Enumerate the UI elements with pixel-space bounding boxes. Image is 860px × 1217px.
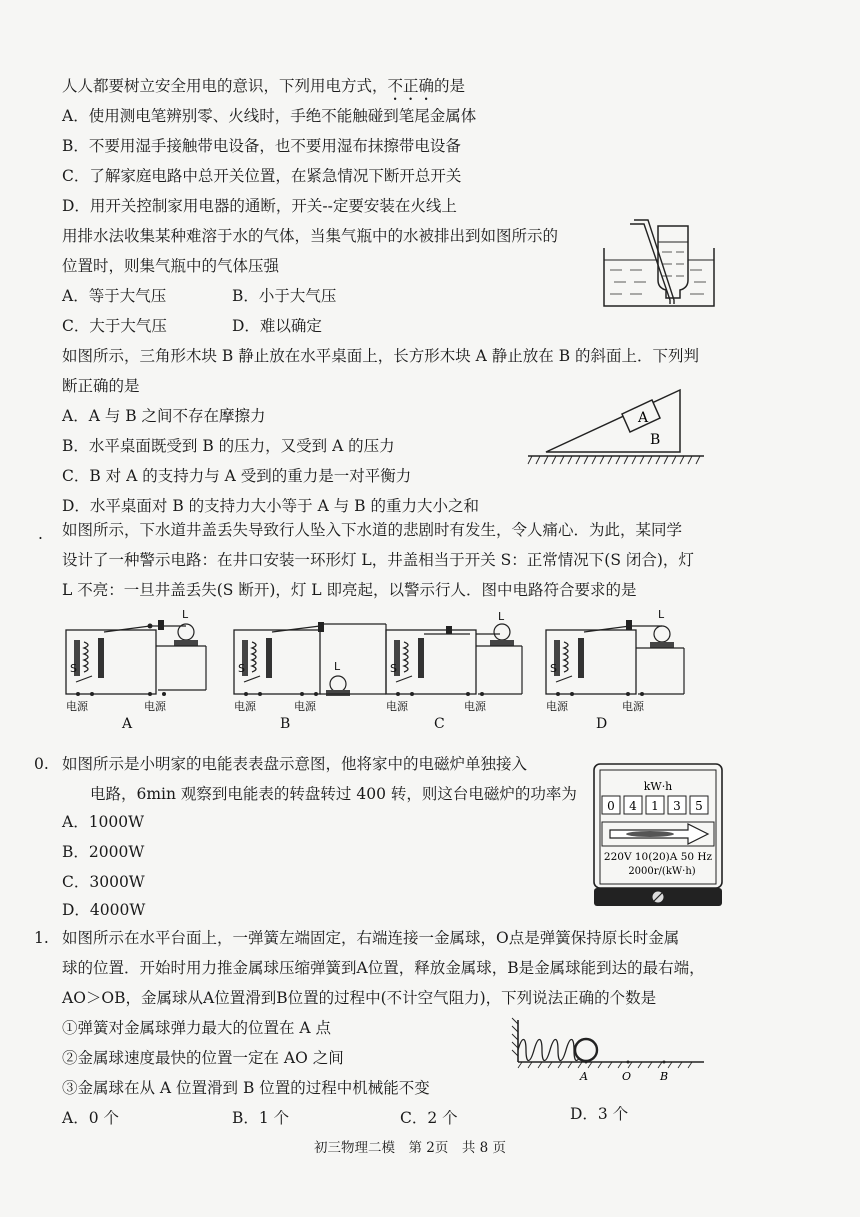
circuit-diagram-b [234, 622, 386, 732]
meter-digit-1: 0 [607, 799, 615, 813]
meter-rating: 220V 10(20)A 50 Hz [603, 851, 713, 863]
incline-diagram [528, 384, 708, 470]
circuit-diagram-c [386, 610, 522, 732]
page-footer: 初三物理二模 第 2页 共 8 页 [314, 1140, 507, 1156]
circuit-a-source-1: 电源 [66, 700, 88, 713]
gas-question-stem-2: 位置时，则集气瓶中的气体压强 [62, 257, 280, 275]
meter-question-stem-2: 电路，6min 观察到电能表的转盘转过 400 转，则这台电磁炉的功率为 [90, 785, 577, 803]
block-question-stem-1: 如图所示，三角形木块 B 静止放在水平桌面上，长方形木块 A 静止放在 B 的斜面上．下列判 [62, 347, 700, 365]
spring-question-stem-2: 球的位置．开始时用力推金属球压缩弹簧到A位置，释放金属球，B是金属球能到达的最右端， [62, 959, 705, 977]
spring-statement-1: ①弹簧对金属球弹力最大的位置在 A 点 [62, 1019, 332, 1037]
circuit-a-letter: A [122, 716, 133, 732]
meter-digit-4: 3 [673, 799, 681, 813]
spring-statement-2: ②金属球速度最快的位置一定在 AO 之间 [62, 1049, 344, 1067]
meter-unit: kW·h [643, 780, 673, 793]
circuit-d-source-1: 电源 [546, 700, 568, 713]
emphasis-text: 不正确 [387, 77, 435, 95]
meter-option-d: D．4000W [62, 901, 146, 919]
spring-option-b: B．1 个 [232, 1109, 290, 1127]
safety-option-a: A．使用测电笔辨别零、火线时，手绝不能触碰到笔尾金属体 [62, 107, 477, 125]
block-a-label: A [638, 410, 649, 426]
spring-question-stem-1: 如图所示在水平台面上，一弹簧左端固定，右端连接一金属球，O点是弹簧保持原长时金属 [62, 929, 680, 947]
circuit-c-source-2: 电源 [464, 700, 486, 713]
meter-revolutions: 2000r/(kW·h) [628, 866, 696, 877]
circuit-question-stem-3: L 不亮：一旦井盖丢失(S 断开)，灯 L 即亮起，以警示行人．图中电路符合要求的是 [62, 581, 637, 599]
circuit-a-lamp-label: L [182, 608, 189, 621]
block-option-b: B．水平桌面既受到 B 的压力，又受到 A 的压力 [62, 437, 395, 455]
circuit-question-number: . [38, 525, 43, 543]
block-question-stem-2: 断正确的是 [62, 377, 140, 395]
spring-question-stem-3: AO＞OB，金属球从A位置滑到B位置的过程中(不计空气阻力)，下列说法正确的个数是 [62, 989, 657, 1007]
circuit-diagram-a [66, 608, 206, 732]
gas-option-d: D．难以确定 [232, 317, 322, 335]
meter-digit-2: 4 [629, 799, 637, 813]
gas-option-c: C．大于大气压 [62, 317, 167, 335]
gas-collection-diagram [600, 218, 720, 310]
circuit-c-letter: C [434, 716, 445, 732]
gas-option-a: A．等于大气压 [62, 287, 167, 305]
point-a-label: A [580, 1070, 588, 1083]
circuit-question-stem-2: 设计了一种警示电路：在井口安装一环形灯 L，井盖相当于开关 S：正常情况下(S 闭合)，灯 [62, 551, 694, 569]
point-b-label: B [660, 1070, 669, 1083]
circuit-d-lamp-label: L [658, 608, 665, 621]
circuit-a-switch-label: S [70, 662, 77, 675]
block-option-d: D．水平桌面对 B 的支持力大小等于 A 与 B 的重力大小之和 [62, 497, 479, 515]
circuit-d-letter: D [596, 716, 608, 732]
circuit-b-source-1: 电源 [234, 700, 256, 713]
meter-question-number: 0. [34, 755, 49, 773]
circuit-c-source-1: 电源 [386, 700, 408, 713]
circuit-b-lamp-label: L [334, 660, 341, 673]
circuit-a-source-2: 电源 [144, 700, 166, 713]
spring-option-a: A．0 个 [62, 1109, 119, 1127]
spring-statement-3: ③金属球在从 A 位置滑到 B 位置的过程中机械能不变 [62, 1079, 430, 1097]
circuit-c-lamp-label: L [498, 610, 505, 623]
circuit-d-switch-label: S [550, 662, 557, 675]
question-safety-stem: 人人都要树立安全用电的意识，下列用电方式，不正确的是 [62, 77, 466, 95]
energy-meter-diagram [592, 762, 726, 912]
block-option-c: C．B 对 A 的支持力与 A 受到的重力是一对平衡力 [62, 467, 412, 485]
circuit-c-switch-label: S [390, 662, 397, 675]
circuit-diagram-d [546, 608, 684, 732]
circuit-b-letter: B [280, 716, 291, 732]
gas-question-stem-1: 用排水法收集某种难溶于水的气体，当集气瓶中的水被排出到如图所示的 [62, 227, 559, 245]
spring-question-number: 1. [34, 929, 49, 947]
gas-option-b: B．小于大气压 [232, 287, 337, 305]
spring-option-c: C．2 个 [400, 1109, 458, 1127]
circuit-b-switch-label: S [238, 662, 245, 675]
meter-option-c: C．3000W [62, 873, 145, 891]
safety-option-d: D．用开关控制家用电器的通断，开关--定要安装在火线上 [62, 197, 457, 215]
circuit-d-source-2: 电源 [622, 700, 644, 713]
metal-ball [575, 1039, 597, 1061]
meter-option-b: B．2000W [62, 843, 145, 861]
safety-option-b: B．不要用湿手接触带电设备，也不要用湿布抹擦带电设备 [62, 137, 461, 155]
circuit-diagrams [58, 610, 748, 734]
meter-question-stem-1: 如图所示是小明家的电能表表盘示意图，他将家中的电磁炉单独接入 [62, 755, 528, 773]
spring-diagram [512, 1018, 708, 1086]
circuit-b-source-2: 电源 [294, 700, 316, 713]
block-option-a: A．A 与 B 之间不存在摩擦力 [62, 407, 266, 425]
meter-digit-3: 1 [651, 799, 659, 813]
meter-digit-5: 5 [695, 799, 703, 813]
meter-option-a: A．1000W [62, 813, 145, 831]
spring-option-d: D．3 个 [570, 1105, 629, 1123]
safety-option-c: C．了解家庭电路中总开关位置，在紧急情况下断开总开关 [62, 167, 462, 185]
point-o-label: O [622, 1070, 632, 1083]
circuit-question-stem-1: 如图所示，下水道井盖丢失导致行人坠入下水道的悲剧时有发生，令人痛心．为此，某同学 [62, 521, 683, 539]
block-b-label: B [650, 432, 661, 448]
